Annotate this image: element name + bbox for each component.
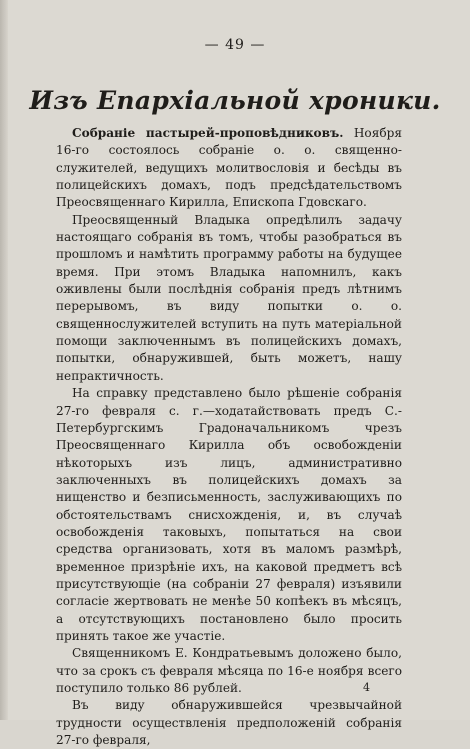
article-body <box>56 125 402 749</box>
footer-signature: 4 <box>363 681 370 694</box>
paragraph-3: На справку представлено было рѣшеніе собранія 27-го февраля с. г.—ходатайствовать предъ С.-Петербургскимъ Градоначальникомъ чрезъ Преосвященнаго Кирилла объ освобожденіи нѣкоторыхъ изъ лицъ, административно заключенныхъ въ полицейскихъ домахъ за нищенство и безписьменность, заслуживающихъ по обстоятельствамъ снисхожденія, и, въ случаѣ освобожденія таковыхъ, попытаться на свои средства организовать, хотя въ маломъ размѣрѣ, временное призрѣніе ихъ, на каковой предметъ всѣ присутствующіе (на собраніи 27 февраля) изъявили согласіе жертвовать не менѣе 50 копѣекъ въ мѣсяцъ, а отсутствующихъ постановлено было просить принять такое же участіе. <box>56 386 402 643</box>
paragraph-4: Священникомъ Е. Кондратьевымъ доложено было, что за срокъ съ февраля мѣсяца по 16-е ноября всего поступило только 86 рублей. <box>56 646 402 695</box>
paragraph-1-lead: Собраніе пастырей-проповѣдниковъ. <box>72 126 344 140</box>
paragraph-5: Въ виду обнаружившейся чрезвычайной трудности осуществленія предположеній собранія 27-го февраля, <box>56 698 402 748</box>
paragraph-1-text: Ноября 16-го состоялось собраніе о. о. священно-служителей, ведущихъ молитвословія и бесѣды въ полицейскихъ домахъ, подъ предсѣдательствомъ Преосвященнаго Кирилла, Епископа Гдовскаго. <box>56 126 402 210</box>
section-title: Изъ Епархіальной хроники. <box>29 86 441 115</box>
paragraph-2: Преосвященный Владыка опредѣлилъ задачу настоящаго собранія въ томъ, чтобы разобраться въ прошломъ и намѣтить программу работы на будущее время. При этомъ Владыка напомнилъ, какъ оживлены были послѣднія собранія предъ лѣтнимъ перерывомъ, въ виду попытки о. о. священнослужителей вступить на путь матеріальной помощи заключеннымъ въ полицейскихъ домахъ, попытки, обнаружившей, быть можетъ, нашу непрактичность. <box>56 212 402 383</box>
paragraph-1 <box>56 125 402 212</box>
page-number: — 49 — <box>204 37 266 53</box>
